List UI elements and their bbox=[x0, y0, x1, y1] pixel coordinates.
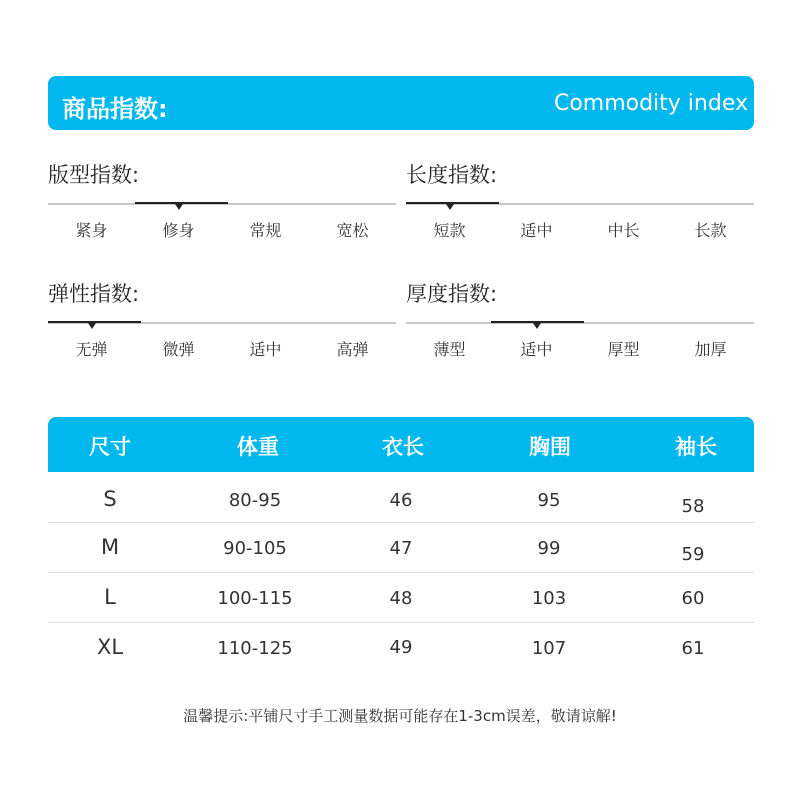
cell-sleeve: 59 bbox=[681, 544, 705, 565]
option-label: 长款 bbox=[694, 221, 727, 240]
elasticity-index-scale bbox=[48, 321, 396, 325]
commodity-index-banner bbox=[48, 76, 754, 130]
option-label: 加厚 bbox=[694, 340, 727, 359]
cell-length: 48 bbox=[389, 588, 413, 609]
cell-sleeve: 61 bbox=[681, 638, 705, 659]
cell-weight: 100-115 bbox=[217, 588, 293, 609]
scale-marker-icon bbox=[175, 204, 183, 210]
option-label: 宽松 bbox=[336, 221, 369, 240]
cell-weight: 90-105 bbox=[223, 538, 287, 559]
option-label: 厚型 bbox=[607, 340, 640, 359]
option-label: 无弹 bbox=[75, 340, 108, 359]
column-header-sleeve: 袖长 bbox=[675, 435, 717, 459]
cell-chest: 107 bbox=[531, 638, 567, 659]
table-row bbox=[48, 622, 754, 672]
cell-size: M bbox=[100, 535, 120, 559]
option-label: 常规 bbox=[249, 221, 282, 240]
fit-index-scale bbox=[48, 202, 396, 206]
elasticity-index-title: 弹性指数: bbox=[48, 282, 140, 306]
column-header-weight: 体重 bbox=[237, 435, 279, 459]
cell-sleeve: 60 bbox=[681, 588, 705, 609]
scale-marker-icon bbox=[88, 323, 96, 329]
thickness-index-options bbox=[406, 337, 754, 360]
scale-marker-icon bbox=[533, 323, 541, 329]
column-header-length: 衣长 bbox=[382, 435, 424, 459]
cell-chest: 99 bbox=[537, 538, 561, 559]
length-index-title: 长度指数: bbox=[406, 163, 498, 187]
cell-length: 49 bbox=[389, 637, 413, 658]
cell-length: 46 bbox=[389, 490, 413, 511]
option-label: 适中 bbox=[520, 221, 553, 240]
length-index-options bbox=[406, 218, 754, 241]
fit-index-title: 版型指数: bbox=[48, 163, 140, 187]
table-row bbox=[48, 472, 754, 523]
thickness-index-title: 厚度指数: bbox=[406, 282, 498, 306]
thickness-index-scale bbox=[406, 321, 754, 325]
cell-length: 47 bbox=[389, 538, 413, 559]
size-table-header bbox=[48, 417, 754, 472]
scale-marker-icon bbox=[446, 204, 454, 210]
option-label: 短款 bbox=[433, 221, 466, 240]
table-row bbox=[48, 522, 754, 573]
thickness-index bbox=[406, 279, 754, 359]
banner-subtitle: Commodity index bbox=[553, 91, 748, 116]
cell-size: S bbox=[103, 487, 117, 511]
cell-size: L bbox=[104, 585, 116, 609]
elasticity-index bbox=[48, 279, 396, 359]
fit-index bbox=[48, 160, 396, 240]
cell-chest: 103 bbox=[531, 588, 567, 609]
cell-sleeve: 58 bbox=[681, 496, 705, 517]
option-label: 微弹 bbox=[162, 340, 195, 359]
cell-size: XL bbox=[96, 635, 124, 659]
option-label: 紧身 bbox=[75, 221, 108, 240]
cell-weight: 110-125 bbox=[217, 638, 293, 659]
option-label: 适中 bbox=[249, 340, 282, 359]
option-label: 高弹 bbox=[336, 340, 369, 359]
column-header-size: 尺寸 bbox=[89, 435, 131, 459]
option-label: 修身 bbox=[162, 221, 195, 240]
cell-chest: 95 bbox=[537, 490, 561, 511]
option-label: 薄型 bbox=[433, 340, 466, 359]
measurement-note: 温馨提示:平铺尺寸手工测量数据可能存在1-3cm误差，敬请谅解! bbox=[183, 707, 617, 725]
option-label: 中长 bbox=[607, 221, 640, 240]
length-index bbox=[406, 160, 754, 240]
column-header-chest: 胸围 bbox=[529, 435, 571, 459]
banner-title: 商品指数: bbox=[62, 95, 168, 123]
table-row bbox=[48, 572, 754, 623]
option-label: 适中 bbox=[520, 340, 553, 359]
cell-weight: 80-95 bbox=[228, 490, 282, 511]
length-index-scale bbox=[406, 202, 754, 206]
fit-index-options bbox=[48, 218, 396, 241]
elasticity-index-options bbox=[48, 337, 396, 360]
